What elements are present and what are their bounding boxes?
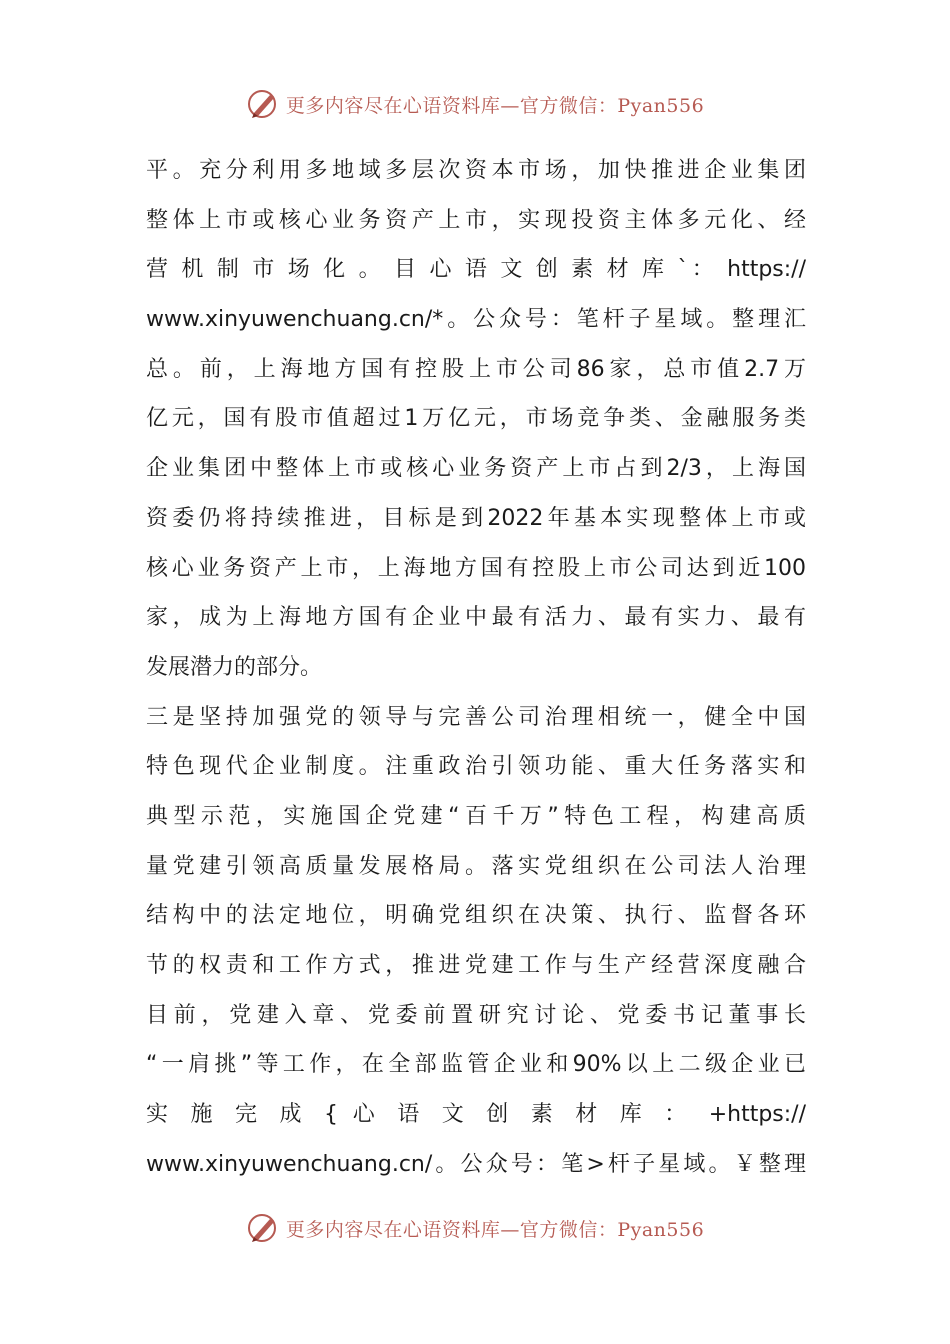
text-line: 家，成为上海地方国有企业中最有活力、最有实力、最有 [146,605,806,631]
text-line: www.xinyuwenchuang.cn/。公众号：笔>杆子星域。￥整理 [146,1151,806,1177]
banner-text: 更多内容尽在心语资料库—官方微信：Pyan556 [285,94,705,117]
text-line: 平。充分利用多地域多层次资本市场，加快推进企业集团 [146,158,806,183]
text-line: 发展潜力的部分。 [146,654,323,680]
pen-circle-logo-icon [246,1211,280,1245]
text-line: 结构中的法定地位，明确党组织在决策、执行、监督各环 [146,903,806,929]
document-body [146,146,806,1189]
text-line: www.xinyuwenchuang.cn/*。公众号：笔杆子星域。整理汇 [146,307,806,333]
text-line: 目前，党建入章、党委前置研究讨论、党委书记董事长 [146,1002,806,1028]
text-line: 营 机 制 市 场 化 。 目 心 语 文 创 素 材 库 `： https:// [146,257,806,283]
text-line: 节的权责和工作方式，推进党建工作与生产经营深度融合 [146,953,806,978]
banner-text: 更多内容尽在心语资料库—官方微信：Pyan556 [285,1218,705,1241]
text-line: 典型示范，实施国企党建“百千万”特色工程，构建高质 [146,803,806,829]
text-line: 量党建引领高质量发展格局。落实党组织在公司法人治理 [146,853,806,879]
text-line: 总。前，上海地方国有控股上市公司86家，总市值2.7万 [146,356,806,382]
text-line: 三是坚持加强党的领导与完善公司治理相统一，健全中国 [146,704,806,730]
footer-banner [0,1208,950,1248]
text-line: 亿元，国有股市值超过1万亿元，市场竞争类、金融服务类 [146,406,806,432]
text-line: 核心业务资产上市，上海地方国有控股上市公司达到近100 [146,555,806,581]
text-line: 特色现代企业制度。注重政治引领功能、重大任务落实和 [146,754,806,780]
header-banner [0,84,950,124]
text-line: 整体上市或核心业务资产上市，实现投资主体多元化、经 [146,207,806,233]
pen-circle-logo-icon [246,87,280,121]
text-line: 资委仍将持续推进，目标是到2022年基本实现整体上市或 [146,505,806,531]
text-line: “一肩挑”等工作，在全部监管企业和90%以上二级企业已 [146,1052,806,1078]
text-line: 实 施 完 成 { 心 语 文 创 素 材 库 ： +https:// [146,1102,806,1128]
text-line: 企业集团中整体上市或核心业务资产上市占到2/3，上海国 [146,456,806,482]
